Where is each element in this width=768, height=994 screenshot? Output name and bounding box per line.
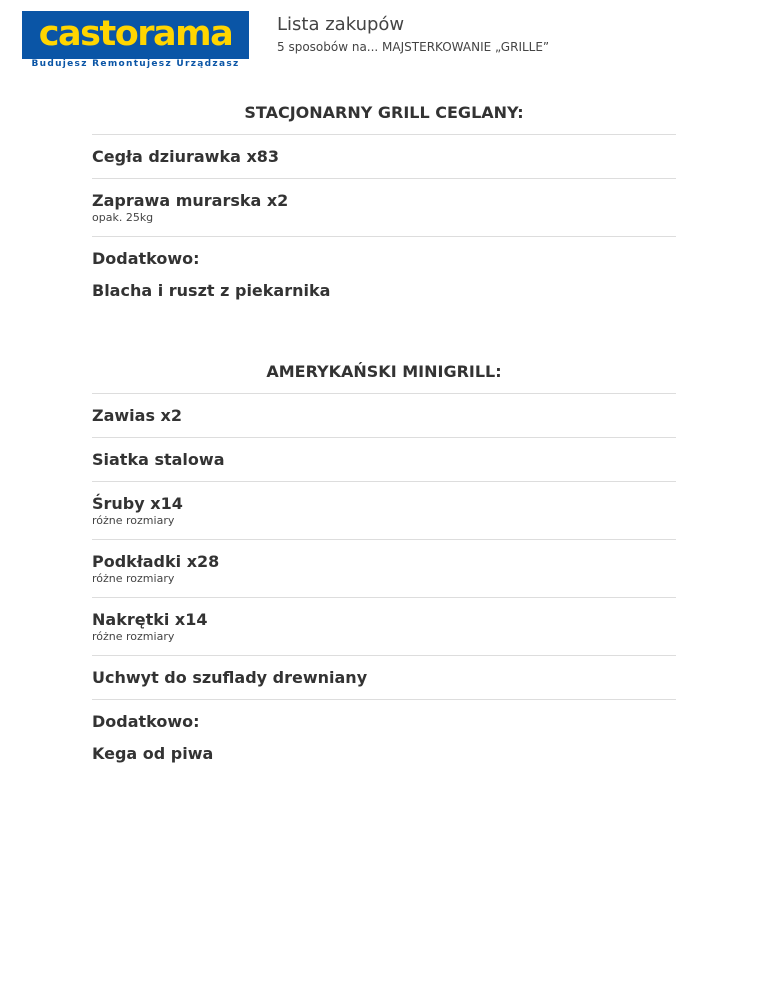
item-name: Zawias x2: [92, 406, 183, 425]
section-title: STACJONARNY GRILL CEGLANY:: [92, 90, 676, 135]
item-name: Siatka stalowa: [92, 450, 225, 469]
list-item: [92, 540, 676, 598]
section-title: AMERYKAŃSKI MINIGRILL:: [92, 349, 676, 394]
item-name: Śruby x14: [92, 494, 183, 513]
list-item: [92, 394, 676, 438]
extra-label: Dodatkowo:: [92, 712, 200, 731]
section-spacer: [92, 301, 676, 349]
document-subtitle: 5 sposobów na... MAJSTERKOWANIE „GRILLE”: [277, 40, 550, 54]
list-item: [92, 438, 676, 482]
extra-item: Blacha i ruszt z piekarnika: [92, 281, 331, 300]
item-name: Zaprawa murarska x2: [92, 191, 289, 210]
extra-label: Dodatkowo:: [92, 249, 200, 268]
page-header: [0, 0, 768, 80]
list-item: [92, 656, 676, 700]
item-note: różne rozmiary: [92, 514, 175, 527]
list-item: [92, 482, 676, 540]
item-note: opak. 25kg: [92, 211, 154, 224]
logo-wordmark: castorama: [38, 14, 233, 54]
list-item: [92, 598, 676, 656]
item-name: Uchwyt do szuflady drewniany: [92, 668, 368, 687]
logo-tagline: Budujesz Remontujesz Urządzasz: [31, 59, 240, 69]
item-name: Podkładki x28: [92, 552, 220, 571]
document-title: Lista zakupów: [277, 14, 405, 35]
castorama-logo: [22, 11, 249, 59]
section-american-minigrill: [92, 349, 676, 764]
item-name: Nakrętki x14: [92, 610, 208, 629]
item-note: różne rozmiary: [92, 630, 175, 643]
shopping-list: [92, 90, 676, 764]
item-name: Cegła dziurawka x83: [92, 147, 280, 166]
list-item: [92, 179, 676, 237]
section-brick-grill: [92, 90, 676, 301]
item-note: różne rozmiary: [92, 572, 175, 585]
extra-item: Kega od piwa: [92, 744, 214, 763]
list-item: [92, 135, 676, 179]
